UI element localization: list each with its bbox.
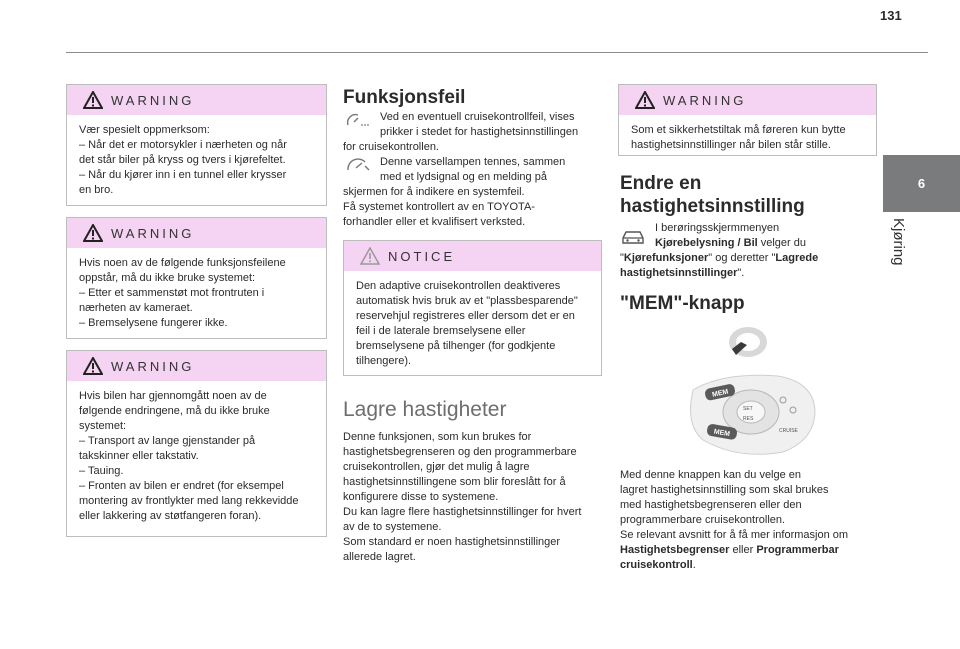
mem-button-top-label: MEM	[711, 388, 730, 399]
warning-header	[67, 218, 326, 248]
warning-header	[619, 85, 876, 115]
chapter-label: Kjøring	[890, 218, 907, 266]
text-line: bremselysene på tilhenger (for godkjente	[356, 340, 556, 352]
text-line: Hvis noen av de følgende funksjonsfeilene	[79, 257, 286, 269]
heading-line: Endre en	[620, 173, 702, 194]
text-line: en bro.	[79, 184, 114, 196]
text-line: eller lakkering av støtfangeren foran).	[79, 510, 262, 522]
text-line: takskinner eller takstativ.	[79, 450, 199, 462]
text-line: skjermen for å indikere en systemfeil.	[343, 186, 525, 198]
text-line: Som standard er noen hastighetsinnstillinger	[343, 536, 561, 548]
text-line: med hastighetsbegrenseren eller den	[620, 499, 802, 511]
section-heading-funksjonsfeil: Funksjonsfeil	[343, 87, 466, 108]
warning-triangle-icon	[83, 357, 103, 375]
text-line: reservehjul registreres eller dersom det er en	[356, 310, 575, 322]
warning-box-1	[66, 84, 327, 206]
warning-header	[67, 85, 326, 115]
text-line: Med denne knappen kan du velge en	[620, 469, 802, 481]
text-line: programmerbare cruisekontrollen.	[620, 514, 786, 526]
set-label: SET	[743, 406, 753, 412]
heading-line: hastighetsinnstilling	[620, 196, 805, 217]
warning-triangle-icon	[83, 91, 103, 109]
text-line: Du kan lagre flere hastighetsinnstillinger for hvert	[343, 506, 582, 518]
notice-box	[343, 240, 602, 376]
text-line	[620, 251, 818, 266]
page-number: 131	[880, 8, 902, 23]
text-line: Få systemet kontrollert av en TOYOTA-	[343, 201, 535, 213]
text-line: følgende endringene, må du ikke bruke	[79, 405, 270, 417]
menu-item: Lagrede	[775, 252, 819, 264]
link-reference: Hastighetsbegrenser	[620, 544, 730, 556]
text-line: lagret hastighetsinnstilling som skal brukes	[620, 484, 829, 496]
section-heading-lagre: Lagre hastigheter	[343, 398, 507, 421]
text-line: Ved en eventuell cruisekontrollfeil, vises	[380, 111, 575, 123]
warning-box-3	[66, 350, 327, 537]
text-line: det står biler på kryss og tvers i kjørefeltet.	[79, 154, 286, 166]
text-line: Den adaptive cruisekontrollen deaktiveres	[356, 280, 561, 292]
car-settings-icon	[620, 228, 646, 246]
mem-button-bottom-label: MEM	[713, 428, 731, 439]
cruise-warning-lamp-icon	[345, 158, 371, 172]
mem-text	[620, 468, 848, 573]
text-line	[655, 236, 806, 251]
notice-triangle-icon	[360, 247, 380, 265]
text-line: oppstår, må du ikke bruke systemet:	[79, 272, 256, 284]
notice-header	[344, 241, 601, 271]
link-reference: Programmerbar	[756, 544, 839, 556]
text-line	[620, 543, 848, 558]
text-line: cruisekontrollen, gjør det mulig å lagre	[343, 461, 530, 473]
notice-title: NOTICE	[388, 248, 456, 264]
endre-intro	[655, 221, 806, 251]
funksjonsfeil-para1	[380, 110, 578, 140]
text-line: Hvis bilen har gjennomgått noen av de	[79, 390, 267, 402]
text-line: – Bremselysene fungerer ikke.	[79, 317, 228, 329]
text-line: hastighetsbegrenseren og den programmerbare	[343, 446, 577, 458]
text-line: av de to systemene.	[343, 521, 442, 533]
menu-path: Kjørebelysning / Bil	[655, 237, 758, 249]
funksjonsfeil-para2-cont	[343, 185, 535, 230]
text-line: prikker i stedet for hastighetsinnstillingen	[380, 126, 579, 138]
top-rule	[66, 52, 928, 53]
text-line: konfigurere disse to systemene.	[343, 491, 499, 503]
text-line: – Tauing.	[79, 465, 124, 477]
warning-header	[67, 351, 326, 381]
warning-text	[67, 115, 326, 208]
warning-title: WARNING	[663, 92, 747, 108]
text-span: .	[692, 559, 696, 571]
warning-triangle-icon	[83, 224, 103, 242]
cruise-fault-icon	[345, 113, 371, 127]
warning-box-2	[66, 217, 327, 339]
text-line: Vær spesielt oppmerksom:	[79, 124, 210, 136]
text-line: systemet:	[79, 420, 127, 432]
text-line: I berøringsskjermmenyen	[655, 222, 780, 234]
text-line: – Når det er motorsykler i nærheten og når	[79, 139, 287, 151]
cruise-label: CRUISE	[779, 428, 798, 434]
chapter-tab[interactable]: 6	[883, 155, 960, 212]
text-line: montering av frontlykter med lang rekkevidde	[79, 495, 299, 507]
link-reference: cruisekontroll	[620, 559, 693, 571]
warning-text	[67, 381, 326, 534]
steering-control-illustration	[683, 370, 823, 458]
warning-text	[619, 115, 876, 163]
text-line: – Transport av lange gjenstander på	[79, 435, 256, 447]
section-heading-endre	[620, 172, 805, 218]
text-line: – Når du kjører inn i en tunnel eller krysser	[79, 169, 287, 181]
text-line: Denne funksjonen, som kun brukes for	[343, 431, 532, 443]
menu-item: Kjørefunksjoner	[623, 252, 709, 264]
section-heading-mem: "MEM"-knapp	[620, 293, 745, 314]
text-line: Som et sikkerhetstiltak må føreren kun bytte	[631, 124, 846, 136]
menu-item: hastighetsinnstillinger	[620, 267, 738, 279]
text-line: med et lydsignal og en melding på	[380, 171, 547, 183]
text-line	[620, 558, 848, 573]
funksjonsfeil-para1-cont: for cruisekontrollen.	[343, 141, 439, 153]
warning-triangle-icon	[635, 91, 655, 109]
warning-title: WARNING	[111, 358, 195, 374]
text-span: velger du	[757, 237, 806, 249]
warning-box-4	[618, 84, 877, 156]
text-line: Denne varsellampen tennes, sammen	[380, 156, 566, 168]
text-line: hastighetsinnstillinger når bilen står stille.	[631, 139, 831, 151]
text-span: "	[620, 252, 624, 264]
text-line: feil i de laterale bremselysene eller	[356, 325, 526, 337]
text-line: – Etter et sammenstøt mot frontruten i	[79, 287, 265, 299]
text-line: nærheten av kameraet.	[79, 302, 193, 314]
warning-title: WARNING	[111, 92, 195, 108]
notice-text	[344, 271, 601, 379]
text-line: Se relevant avsnitt for å få mer informasjon om	[620, 529, 849, 541]
text-line: hastighetsinnstillingene som blir foreslått for å	[343, 476, 566, 488]
lagre-text	[343, 430, 581, 565]
warning-title: WARNING	[111, 225, 195, 241]
res-label: RES	[743, 416, 754, 422]
steering-wheel-icon	[727, 325, 769, 359]
endre-text	[620, 251, 818, 281]
text-line: – Fronten av bilen er endret (for eksempel	[79, 480, 284, 492]
text-line: tilhengere).	[356, 355, 412, 367]
text-span: " og deretter "	[708, 252, 776, 264]
text-line: allerede lagret.	[343, 551, 416, 563]
text-line: forhandler eller et kvalifisert verksted.	[343, 216, 526, 228]
text-span: ".	[737, 267, 745, 279]
funksjonsfeil-para2	[380, 155, 565, 185]
text-line	[620, 266, 818, 281]
warning-text	[67, 248, 326, 341]
text-line: automatisk hvis bruk av et "plassbesparende"	[356, 295, 578, 307]
text-span: eller	[729, 544, 757, 556]
